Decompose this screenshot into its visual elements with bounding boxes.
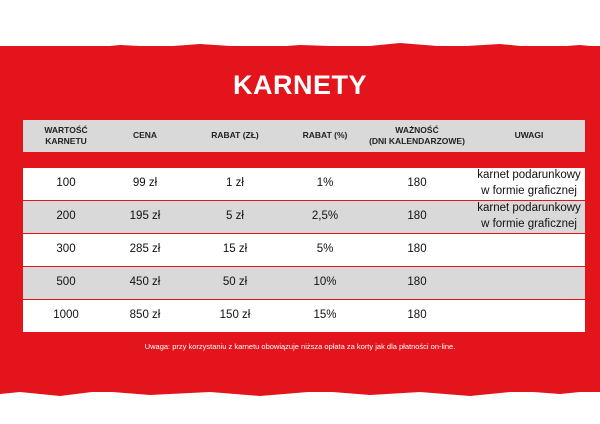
cell-cena: 285 zł	[129, 243, 161, 256]
page-title: KARNETY	[232, 70, 367, 100]
header-waznosc: WAŻNOŚĆ (DNI KALENDARZOWE)	[369, 124, 465, 146]
cell-waznosc: 180	[407, 276, 427, 289]
cell-rabat-pct: 15%	[313, 309, 337, 322]
cell-rabat-pct: 1%	[316, 177, 334, 190]
cell-rabat-zl: 1 zł	[226, 177, 244, 190]
cell-waznosc: 180	[407, 243, 427, 256]
header-cena: CENA	[132, 130, 158, 141]
cell-uwagi: karnet podarunkowy w formie graficznej	[477, 169, 581, 197]
header-rabat-pct: RABAT (%)	[302, 130, 348, 141]
table-row	[23, 300, 585, 332]
cell-cena: 850 zł	[129, 309, 161, 322]
cell-waznosc: 180	[407, 210, 427, 223]
table-row	[23, 234, 585, 267]
table-header-row	[23, 120, 585, 152]
brush-edge-bottom	[0, 382, 600, 404]
cell-wartosc: 1000	[53, 309, 79, 322]
cell-waznosc: 180	[407, 177, 427, 190]
brush-edge-top	[0, 36, 600, 56]
header-rabat-zl: RABAT (ZŁ)	[211, 130, 259, 141]
karnety-table	[23, 120, 585, 332]
table-row	[23, 201, 585, 234]
cell-cena: 195 zł	[129, 210, 161, 223]
cell-wartosc: 100	[56, 177, 76, 190]
cell-uwagi: karnet podarunkowy w formie graficznej	[477, 202, 581, 230]
header-wartosc: WARTOŚĆ KARNETU	[44, 124, 88, 146]
cell-cena: 99 zł	[132, 177, 158, 190]
cell-cena: 450 zł	[129, 276, 161, 289]
cell-rabat-zl: 5 zł	[226, 210, 244, 223]
cell-rabat-pct: 5%	[316, 243, 334, 256]
cell-rabat-pct: 10%	[313, 276, 337, 289]
table-spacer	[23, 152, 585, 168]
footnote: Uwaga: przy korzystaniu z karnetu obowiązuje niższa opłata za korty jak dla płatności on-line.	[144, 342, 456, 351]
cell-rabat-pct: 2,5%	[311, 210, 339, 223]
cell-waznosc: 180	[407, 309, 427, 322]
table-row	[23, 267, 585, 300]
header-uwagi: UWAGI	[514, 130, 544, 141]
cell-wartosc: 500	[56, 276, 76, 289]
cell-wartosc: 300	[56, 243, 76, 256]
table-row	[23, 168, 585, 201]
cell-rabat-zl: 50 zł	[222, 276, 248, 289]
cell-rabat-zl: 150 zł	[219, 309, 251, 322]
cell-wartosc: 200	[56, 210, 76, 223]
cell-rabat-zl: 15 zł	[222, 243, 248, 256]
